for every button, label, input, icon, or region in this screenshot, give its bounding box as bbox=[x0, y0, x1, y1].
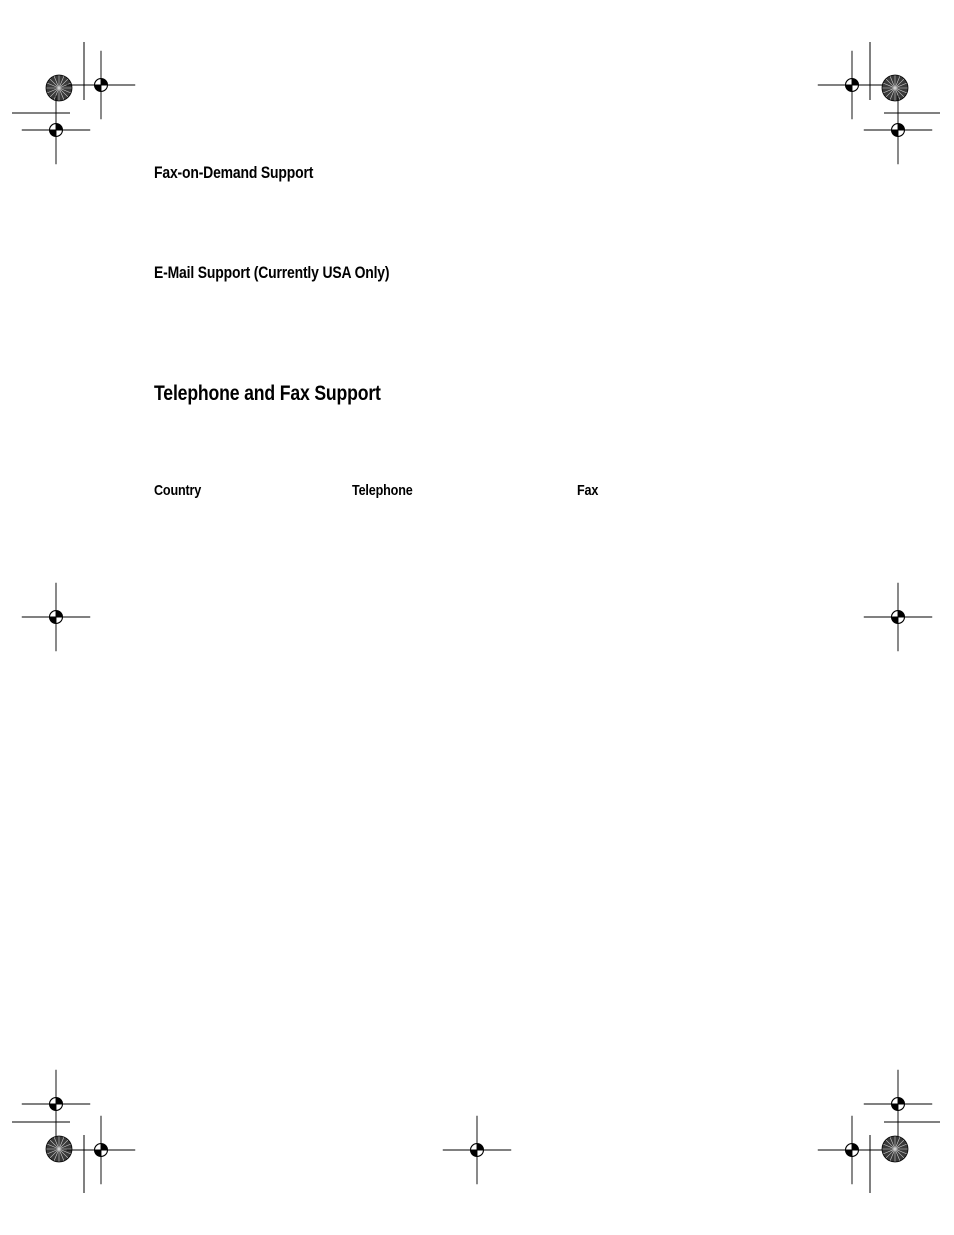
email-support-heading: E-Mail Support (Currently USA Only) bbox=[154, 263, 390, 282]
fax-on-demand-heading: Fax-on-Demand Support bbox=[154, 163, 314, 182]
registration-crosshair bbox=[864, 583, 932, 651]
column-header-country: Country bbox=[154, 482, 202, 499]
registration-crosshair bbox=[22, 96, 90, 164]
telephone-fax-heading: Telephone and Fax Support bbox=[154, 382, 381, 405]
registration-crosshair bbox=[864, 96, 932, 164]
registration-crosshair bbox=[67, 51, 135, 119]
registration-crosshair bbox=[443, 1116, 511, 1184]
starburst-mark-bottom-right bbox=[882, 1136, 908, 1162]
registration-crosshair bbox=[818, 1116, 886, 1184]
column-header-telephone: Telephone bbox=[352, 482, 413, 499]
registration-crosshair bbox=[67, 1116, 135, 1184]
starburst-mark-top-left bbox=[46, 75, 72, 101]
registration-crosshair bbox=[864, 1070, 932, 1138]
starburst-mark-top-right bbox=[882, 75, 908, 101]
starburst-mark-bottom-left bbox=[46, 1136, 72, 1162]
column-header-fax: Fax bbox=[577, 482, 599, 499]
registration-crosshair bbox=[22, 1070, 90, 1138]
registration-crosshair bbox=[818, 51, 886, 119]
registration-crosshair bbox=[22, 583, 90, 651]
